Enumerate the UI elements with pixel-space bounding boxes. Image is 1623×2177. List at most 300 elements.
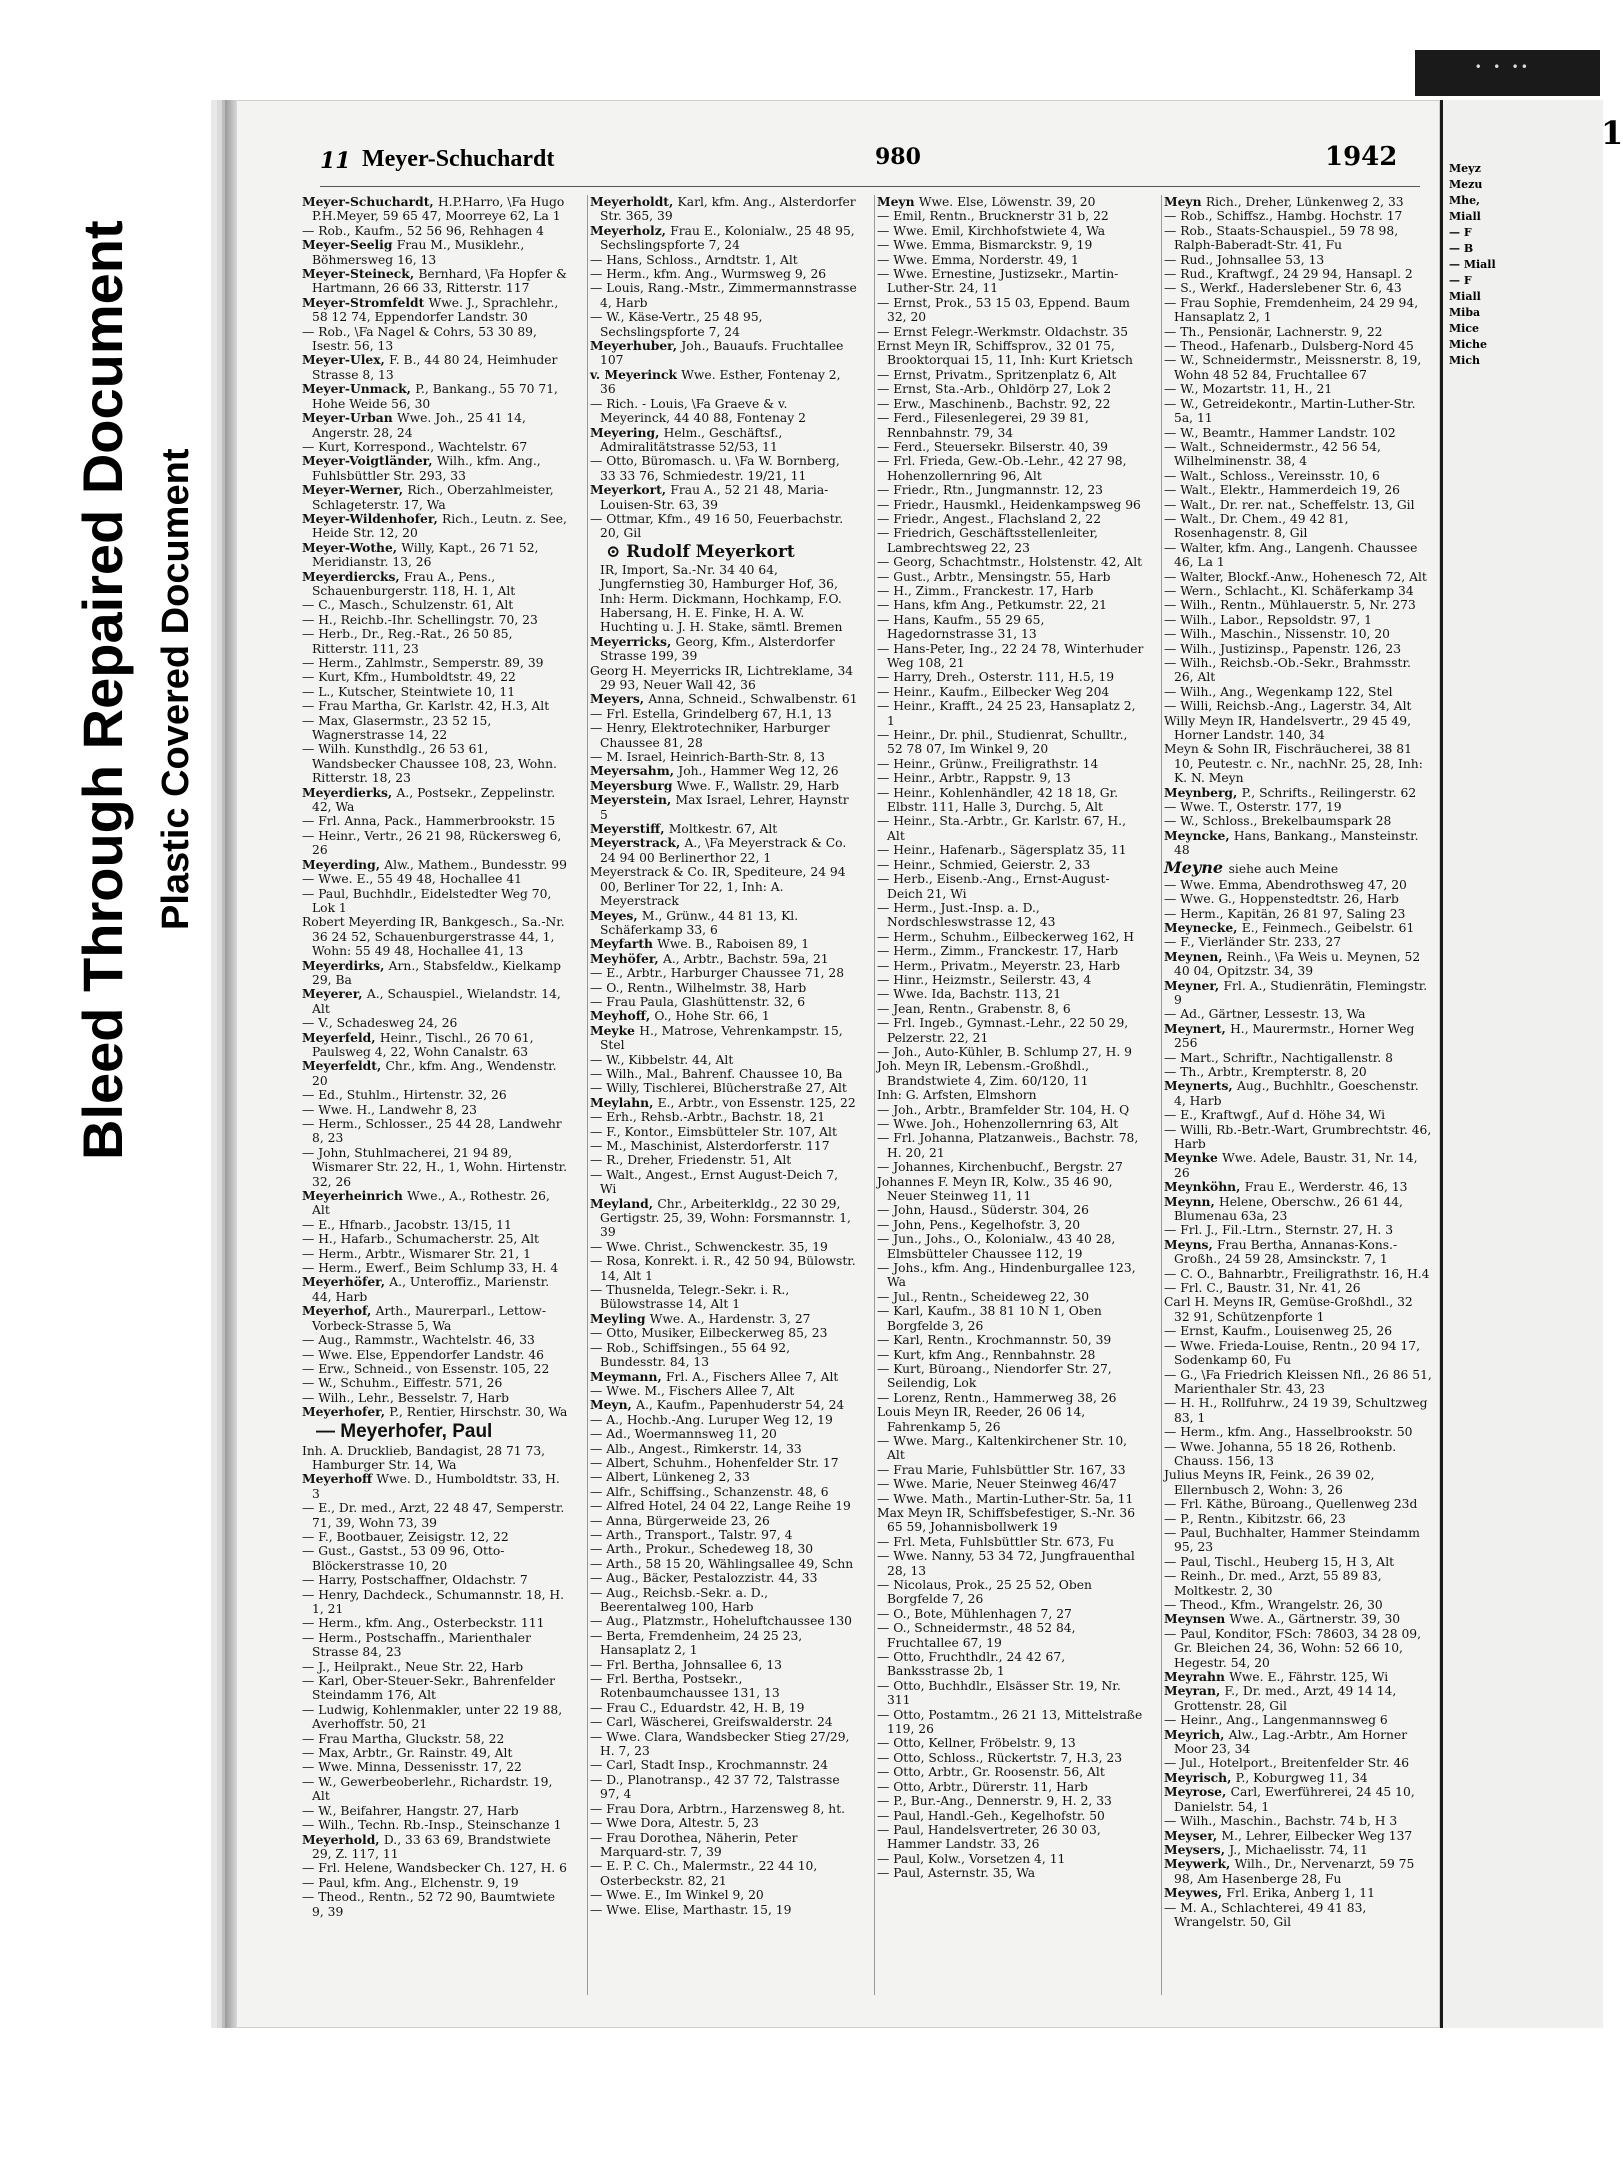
entry-text: — O., Schneidermstr., 48 52 84, Fruchtallee 67, 19 xyxy=(877,1621,1076,1650)
directory-entry xyxy=(300,1146,572,1189)
directory-entry xyxy=(1162,786,1434,800)
directory-entry xyxy=(588,1773,860,1802)
entry-text: Georg, Kfm., Alsterdorfer Strasse 199, 39 xyxy=(600,634,835,664)
entry-text: — E., Kraftwgf., Auf d. Höhe 34, Wi xyxy=(1164,1108,1386,1123)
next-page-line: — F xyxy=(1449,274,1472,287)
directory-entry xyxy=(588,1139,860,1153)
entry-text: — Heinr., Grünw., Freiligrathstr. 14 xyxy=(877,756,1099,771)
entry-text: — Jul., Hotelport., Breitenfelder Str. 46 xyxy=(1164,1756,1410,1771)
entry-text: — Walter, Blockf.-Anw., Hohenesch 72, Alt xyxy=(1164,569,1427,584)
directory-entry xyxy=(1162,1771,1434,1785)
entry-text: Wwe. A., Gärtnerstr. 39, 30 xyxy=(1229,1612,1401,1627)
directory-entry xyxy=(875,613,1147,642)
directory-entry xyxy=(1162,584,1434,598)
entry-text: — John, Stuhlmacherei, 21 94 89, Wismarer Str. 22, H., 1, Wohn. Hirtenstr. 32, 26 xyxy=(302,1145,568,1189)
directory-entry xyxy=(875,728,1147,757)
directory-page xyxy=(225,100,1440,2028)
directory-entry xyxy=(875,1290,1147,1304)
directory-entry xyxy=(875,858,1147,872)
entry-text: J., Michaelisstr. 74, 11 xyxy=(1229,1842,1368,1857)
entry-text: — Wwe. Emma, Bismarckstr. 9, 19 xyxy=(877,238,1093,253)
entry-text: — W., Schloss., Brekelbaumspark 28 xyxy=(1164,814,1392,829)
entry-surname: Meyersahm, xyxy=(590,763,679,779)
entry-text: — W., Getreidekontr., Martin-Luther-Str. 5a, 11 xyxy=(1164,396,1416,426)
entry-text: — Wwe. G., Hoppenstedtstr. 26, Harb xyxy=(1164,892,1399,907)
entry-surname: Meyhoff, xyxy=(590,1008,655,1024)
directory-entry xyxy=(1162,979,1434,1008)
entry-text: — Frau Dorothea, Näherin, Peter Marquard-str. 7, 39 xyxy=(590,1830,798,1859)
entry-text: — Paul, Buchhdlr., Eidelstedter Weg 70, Lok 1 xyxy=(302,886,552,915)
directory-entry xyxy=(875,1607,1147,1621)
entry-text: — Wwe. Christ., Schwenckestr. 35, 19 xyxy=(590,1239,828,1254)
directory-entry xyxy=(1162,426,1434,440)
directory-entry xyxy=(300,598,572,612)
entry-text: Wwe. Joh., 25 41 14, Angerstr. 28, 24 xyxy=(312,411,526,440)
entry-text: Hans, Bankang., Mansteinstr. 48 xyxy=(1174,828,1419,858)
entry-text: — Herm., kfm. Ang., Wurmsweg 9, 26 xyxy=(590,267,827,282)
directory-entry xyxy=(1162,541,1434,570)
entry-text: — Joh., Auto-Kühler, B. Schlump 27, H. 9 xyxy=(877,1044,1133,1059)
entry-text: — Hans, Schloss., Arndtstr. 1, Alt xyxy=(590,252,798,267)
directory-entry xyxy=(300,1631,572,1660)
directory-entry xyxy=(588,1470,860,1484)
header-keyword: Meyer-Schuchardt xyxy=(362,146,555,172)
directory-entry xyxy=(300,1876,572,1890)
directory-entry xyxy=(875,699,1147,728)
directory-entry xyxy=(875,1866,1147,1880)
directory-entry xyxy=(300,814,572,828)
entry-text: — Wwe. Frieda-Louise, Rentn., 20 94 17, Sodenkamp 60, Fu xyxy=(1164,1338,1420,1368)
entry-surname: Meyerdiercks, xyxy=(302,568,404,584)
directory-entry xyxy=(588,1009,860,1023)
directory-entry xyxy=(875,771,1147,785)
directory-entry xyxy=(588,483,860,512)
entry-text: — Heinr., Ang., Langenmannsweg 6 xyxy=(1164,1713,1388,1728)
entry-text: — Willi, Rb.-Betr.-Wart, Grumbrechtstr. 46, Harb xyxy=(1164,1122,1432,1151)
entry-text: — Arth., 58 15 20, Wählingsallee 49, Schn xyxy=(590,1556,854,1571)
entry-text: — M. A., Schlachterei, 49 41 83, Wrangelstr. 50, Gil xyxy=(1164,1900,1367,1929)
entry-surname: Meynköhn, xyxy=(1164,1179,1245,1195)
directory-entry xyxy=(1162,742,1434,785)
directory-entry xyxy=(875,1059,1147,1088)
entry-text: — Herm., Zahlmstr., Semperstr. 89, 39 xyxy=(302,656,544,670)
directory-entry xyxy=(1162,1497,1434,1511)
directory-entry xyxy=(1162,1713,1434,1727)
directory-entry xyxy=(588,966,860,980)
directory-entry xyxy=(875,1679,1147,1708)
directory-entry xyxy=(588,224,860,253)
entry-text: — Rich. - Louis, \Fa Graeve & v. Meyerinck, 44 40 88, Fontenay 2 xyxy=(590,396,806,426)
entry-text: — A., Hochb.-Ang. Luruper Weg 12, 19 xyxy=(590,1412,833,1427)
directory-entry xyxy=(300,829,572,858)
entry-text: — Walt., Dr. Chem., 49 42 81, Rosenhagenstr. 8, Gil xyxy=(1164,511,1349,541)
directory-entry xyxy=(300,195,572,224)
entry-text: — Ernst, Privatm., Spritzenplatz 6, Alt xyxy=(877,367,1117,382)
directory-entry xyxy=(588,1254,860,1283)
entry-text: Frau A., 52 21 48, Maria-Louisen-Str. 63, 39 xyxy=(600,483,829,512)
directory-entry xyxy=(300,382,572,411)
directory-entry xyxy=(300,1275,572,1304)
entry-text: — Wwe. Math., Martin-Luther-Str. 5a, 11 xyxy=(877,1491,1134,1506)
entry-text: O., Hohe Str. 66, 1 xyxy=(654,1009,770,1024)
entry-text: — Gust., Gastst., 53 09 96, Otto-Blöckerstrasse 10, 20 xyxy=(302,1544,505,1573)
entry-text: — Herm., Kapitän, 26 81 97, Saling 23 xyxy=(1164,906,1406,921)
entry-text: Joh., Bauaufs. Fruchtallee 107 xyxy=(600,339,844,368)
entry-text: — R., Dreher, Friedenstr. 51, Alt xyxy=(590,1153,792,1168)
entry-text: siehe auch Meine xyxy=(1228,861,1339,876)
directory-entry xyxy=(1162,1022,1434,1051)
entry-text: E., Arbtr., von Essenstr. 125, 22 xyxy=(657,1095,856,1110)
directory-entry xyxy=(875,296,1147,325)
entry-text: — P., Rentn., Kibitzstr. 66, 23 xyxy=(1164,1511,1346,1526)
entry-text: — Heinr., Krafft., 24 25 23, Hansaplatz 2, 1 xyxy=(877,699,1136,728)
next-page-line: Miall xyxy=(1449,290,1481,303)
entry-text: — Aug., Reichsb.-Sekr. a. D., Beerentalweg 100, Harb xyxy=(590,1585,769,1614)
directory-entry xyxy=(875,1016,1147,1045)
stamp-plastic-covered: Plastic Covered Document xyxy=(155,448,197,930)
entry-text: H.P.Harro, \Fa Hugo P.H.Meyer, 59 65 47, Moorreye 62, La 1 xyxy=(312,195,565,224)
directory-entry xyxy=(300,1232,572,1246)
directory-entry xyxy=(1162,1756,1434,1770)
directory-entry xyxy=(300,454,572,483)
directory-entry xyxy=(875,786,1147,815)
entry-surname: Meyerhoff xyxy=(302,1471,377,1487)
entry-text: — Arth., Transport., Talstr. 97, 4 xyxy=(590,1527,793,1542)
directory-entry xyxy=(300,325,572,354)
entry-surname: Meyerhöfer, xyxy=(302,1274,390,1290)
directory-entry xyxy=(875,454,1147,483)
entry-surname: Meyfarth xyxy=(590,936,658,952)
directory-entry xyxy=(300,959,572,988)
directory-entry xyxy=(1162,1526,1434,1555)
entry-text: — Frau Martha, Gr. Karlstr. 42, H.3, Alt xyxy=(302,699,550,714)
directory-entry xyxy=(300,1103,572,1117)
entry-surname: Meyrahn xyxy=(1164,1669,1230,1685)
next-page-line: Meyz xyxy=(1449,162,1481,175)
entry-text: — Frl. Ingeb., Gymnast.-Lehr., 22 50 29, Pelzerstr. 22, 21 xyxy=(877,1016,1129,1045)
directory-entry xyxy=(300,1031,572,1060)
entry-text: — Aug., Platzmstr., Hoheluftchaussee 130 xyxy=(590,1614,853,1629)
entry-text: Johannes F. Meyn IR, Kolw., 35 46 90, Neuer Steinweg 11, 11 xyxy=(877,1174,1113,1204)
entry-text: — Herm., Schlosser., 25 44 28, Landwehr 8, 23 xyxy=(302,1117,562,1146)
directory-entry xyxy=(588,541,860,635)
entry-text: — Theod., Kfm., Wrangelstr. 26, 30 xyxy=(1164,1598,1383,1612)
directory-entry xyxy=(1162,1886,1434,1900)
entry-text: Wwe. A., Hardenstr. 3, 27 xyxy=(649,1311,811,1326)
entry-text: — Herm., Just.-Insp. a. D., Nordschleswstrasse 12, 43 xyxy=(877,900,1056,930)
entry-text: Heinr., Tischl., 26 70 61, Paulsweg 4, 22, Wohn Canalstr. 63 xyxy=(312,1030,534,1059)
directory-entry xyxy=(588,836,860,865)
directory-entry xyxy=(1162,1901,1434,1930)
entry-text: — Otto, Kellner, Fröbelstr. 9, 13 xyxy=(877,1736,1076,1751)
entry-surname: Meynen, xyxy=(1164,948,1227,964)
next-page-line: Miall xyxy=(1449,210,1481,223)
directory-entry xyxy=(875,1362,1147,1391)
entry-text: — Berta, Fremdenheim, 24 25 23, Hansaplatz 2, 1 xyxy=(590,1628,803,1658)
entry-text: — Erw., Schneid., von Essenstr. 105, 22 xyxy=(302,1361,550,1376)
directory-entry xyxy=(1162,281,1434,295)
directory-entry xyxy=(1162,1555,1434,1569)
directory-entry xyxy=(588,1110,860,1124)
directory-entry xyxy=(875,1535,1147,1549)
directory-entry xyxy=(1162,907,1434,921)
directory-entry xyxy=(875,598,1147,612)
entry-text: — E., Hfnarb., Jacobstr. 13/15, 11 xyxy=(302,1217,512,1232)
entry-text: Chr., Arbeiterkldg., 22 30 29, Gertigstr. 25, 39, Wohn: Forsmannstr. 1, 39 xyxy=(600,1196,851,1240)
directory-entry xyxy=(1162,353,1434,382)
directory-entry xyxy=(1162,950,1434,979)
entry-text: Inh. A. Drucklieb, Bandagist, 28 71 73, Hamburger Str. 14, Wa xyxy=(302,1443,546,1472)
entry-text: Wwe. D., Humboldtstr. 33, H. 3 xyxy=(312,1472,560,1501)
entry-text: — Frl. Käthe, Büroang., Quellenweg 23d xyxy=(1164,1497,1418,1512)
directory-entry xyxy=(300,267,572,296)
entry-text: — Wwe. E., 55 49 48, Hochallee 41 xyxy=(302,872,522,887)
entry-text: Helm., Geschäftsf., Admiralitätstrasse 52/53, 11 xyxy=(600,425,783,454)
directory-entry xyxy=(588,692,860,706)
entry-surname: Meyerdirks, xyxy=(302,957,389,973)
entry-surname: Meyrisch, xyxy=(1164,1769,1236,1785)
entry-surname: Meynn, xyxy=(1164,1193,1220,1209)
entry-text: — Carl, Stadt Insp., Krochmannstr. 24 xyxy=(590,1758,829,1773)
entry-text: — Frl. Meta, Fuhlsbüttler Str. 673, Fu xyxy=(877,1534,1115,1549)
entry-text: — Hans-Peter, Ing., 22 24 78, Winterhuder Weg 108, 21 xyxy=(877,641,1144,670)
entry-text: Wilh., Dr., Nervenarzt, 59 75 98, Am Hasenberge 28, Fu xyxy=(1174,1857,1415,1886)
directory-entry xyxy=(588,1831,860,1860)
entry-text: P., Bankang., 55 70 71, Hohe Weide 56, 30 xyxy=(312,382,558,411)
directory-entry xyxy=(300,1333,572,1347)
directory-entry xyxy=(875,642,1147,671)
entry-text: P., Schrifts., Reilingerstr. 62 xyxy=(1241,785,1417,800)
directory-entry xyxy=(1162,1324,1434,1338)
directory-entry xyxy=(300,1391,572,1405)
directory-entry xyxy=(300,627,572,656)
entry-text: — Friedr., Angest., Flachsland 2, 22 xyxy=(877,511,1102,526)
directory-entry xyxy=(300,411,572,440)
entry-surname: Meyerkort, xyxy=(590,482,671,498)
directory-entry xyxy=(300,1376,572,1390)
entry-text: — Frau C., Eduardstr. 42, H. B, 19 xyxy=(590,1700,805,1715)
entry-text: — Otto, Fruchthdlr., 24 42 67, Banksstrasse 2b, 1 xyxy=(877,1650,1066,1679)
entry-surname: Meynke xyxy=(1164,1150,1223,1166)
entry-text: A., Arbtr., Bachstr. 59a, 21 xyxy=(662,951,829,966)
entry-surname: Meyer-Unmack, xyxy=(302,381,416,397)
directory-entry xyxy=(588,981,860,995)
entry-surname: Meyerhuber, xyxy=(590,338,682,354)
entry-text: Max Meyn IR, Schiffsbefestiger, S.-Nr. 36 65 59, Johannisbollwerk 19 xyxy=(877,1505,1136,1535)
directory-entry xyxy=(300,1088,572,1102)
entry-text: — F., Bootbauer, Zeisigstr. 12, 22 xyxy=(302,1529,509,1544)
directory-entry xyxy=(1162,1829,1434,1843)
entry-text: — F., Kontor., Eimsbütteler Str. 107, Alt xyxy=(590,1124,837,1139)
directory-entry xyxy=(1162,397,1434,426)
directory-entry xyxy=(875,685,1147,699)
entry-text: — Heinr., Kohlenhändler, 42 18 18, Gr. Elbstr. 111, Halle 3, Durchg. 5, Alt xyxy=(877,785,1119,815)
entry-text: — Paul, Kolw., Vorsetzen 4, 11 xyxy=(877,1851,1066,1866)
header-volume: 11 xyxy=(320,148,351,174)
entry-text: Joh. Meyn IR, Lebensm.-Großhdl., Brandstwiete 4, Zim. 60/120, 11 xyxy=(877,1059,1090,1088)
entry-text: — Wwe. Clara, Wandsbecker Stieg 27/29, H. 7, 23 xyxy=(590,1729,850,1759)
entry-text: — Friedr., Hausmkl., Heidenkampsweg 96 xyxy=(877,497,1141,512)
entry-text: F., Dr. med., Arzt, 49 14 14, Grottenstr. 28, Gil xyxy=(1174,1684,1397,1713)
entry-text: — Heinr., Schmied, Geierstr. 2, 33 xyxy=(877,857,1091,872)
entry-surname: Meyerhold, xyxy=(302,1831,384,1847)
directory-entry xyxy=(875,1765,1147,1779)
directory-entry xyxy=(875,195,1147,209)
directory-entry xyxy=(1162,1843,1434,1857)
entry-text: — Ernst, Kaufm., Louisenweg 25, 26 xyxy=(1164,1324,1393,1339)
entry-text: Inh: G. Arfsten, Elmshorn xyxy=(877,1088,1037,1103)
directory-entry xyxy=(1162,642,1434,656)
entry-text: — Wilh., Maschin., Bachstr. 74 b, H 3 xyxy=(1164,1814,1398,1829)
entry-text: Wwe. F., Wallstr. 29, Harb xyxy=(676,778,839,793)
entry-text: — Lorenz, Rentn., Hammerweg 38, 26 xyxy=(877,1390,1117,1405)
directory-entry xyxy=(1162,1339,1434,1368)
directory-entry xyxy=(588,1240,860,1254)
entry-text: Karl, kfm. Ang., Alsterdorfer Str. 365, 39 xyxy=(600,195,856,224)
directory-entry xyxy=(300,1405,572,1419)
directory-entry xyxy=(875,1751,1147,1765)
book-spine xyxy=(225,100,237,2028)
directory-entry xyxy=(300,656,572,670)
entry-text: M., Lehrer, Eilbecker Weg 137 xyxy=(1221,1828,1413,1843)
entry-text: — Ernst, Prok., 53 15 03, Eppend. Baum 32, 20 xyxy=(877,295,1130,325)
directory-entry xyxy=(300,1304,572,1333)
directory-entry xyxy=(875,1823,1147,1852)
directory-entry xyxy=(300,1501,572,1530)
directory-entry xyxy=(1162,1468,1434,1497)
entry-text: — Frau Dora, Arbtrn., Harzensweg 8, ht. xyxy=(590,1801,846,1816)
listing-columns xyxy=(300,194,1432,2005)
entry-text: — Wwe. Else, Eppendorfer Landstr. 46 xyxy=(302,1347,544,1362)
entry-text: — Wilh., Labor., Repsoldstr. 97, 1 xyxy=(1164,612,1372,627)
entry-text: — V., Schadesweg 24, 26 xyxy=(302,1016,458,1031)
next-page-line: Mice xyxy=(1449,322,1480,335)
directory-entry xyxy=(875,1549,1147,1578)
directory-entry xyxy=(875,1103,1147,1117)
directory-entry xyxy=(875,1434,1147,1463)
entry-text: — Wilh., Maschin., Nissenstr. 10, 20 xyxy=(1164,627,1390,642)
entry-text: — Paul, Tischl., Heuberg 15, H 3, Alt xyxy=(1164,1554,1395,1569)
directory-entry xyxy=(1162,382,1434,396)
entry-text: — Georg, Schachtmstr., Holstenstr. 42, Alt xyxy=(877,555,1143,570)
entry-text: — Wwe. Johanna, 55 18 26, Rothenb. Chauss. 156, 13 xyxy=(1164,1439,1397,1468)
entry-text: Rich., Dreher, Lünkenweg 2, 33 xyxy=(1205,195,1404,209)
entry-text: — C., Masch., Schulzenstr. 61, Alt xyxy=(302,598,514,613)
entry-text: — Emil, Rentn., Brucknerstr 31 b, 22 xyxy=(877,209,1109,224)
entry-text: — Willy, Tischlerei, Blücherstraße 27, Alt xyxy=(590,1081,847,1096)
entry-surname: Meyerfeldt, xyxy=(302,1058,386,1074)
directory-entry xyxy=(300,1348,572,1362)
entry-advert-name: — Meyerhofer, Paul xyxy=(316,1420,493,1442)
entry-text: — Karl, Ober-Steuer-Sekr., Bahrenfelder Steindamm 176, Alt xyxy=(302,1674,556,1703)
entry-text: — E., Dr. med., Arzt, 22 48 47, Semperstr. 71, 39, Wohn 73, 39 xyxy=(302,1501,565,1530)
entry-text: A., \Fa Meyerstrack & Co. 24 94 00 Berlinerthor 22, 1 xyxy=(600,836,847,865)
entry-text: Frau E., Werderstr. 46, 13 xyxy=(1244,1180,1408,1195)
entry-text: — W., Beamtr., Hammer Landstr. 102 xyxy=(1164,425,1396,440)
entry-surname: Meyerholdt, xyxy=(590,194,678,209)
entry-surname: Meyser, xyxy=(1164,1827,1222,1843)
entry-text: — Frl. Johanna, Platzanweis., Bachstr. 78, H. 20, 21 xyxy=(877,1131,1139,1160)
entry-text: — Paul, Buchhalter, Hammer Steindamm 95, 23 xyxy=(1164,1525,1420,1555)
directory-entry xyxy=(300,887,572,916)
directory-entry xyxy=(875,1809,1147,1823)
directory-entry xyxy=(300,1818,572,1832)
directory-entry xyxy=(300,1189,572,1218)
entry-text: — Th., Pensionär, Lachnerstr. 9, 22 xyxy=(1164,324,1383,339)
entry-surname: Meyerdierks, xyxy=(302,784,397,800)
directory-entry xyxy=(588,368,860,397)
entry-surname: Meylahn, xyxy=(590,1094,658,1110)
directory-entry xyxy=(1162,878,1434,892)
entry-text: — Thusnelda, Telegr.-Sekr. i. R., Bülowstrasse 14, Alt 1 xyxy=(590,1283,790,1312)
directory-entry xyxy=(1162,440,1434,469)
entry-text: — John, Pens., Kegelhofstr. 3, 20 xyxy=(877,1217,1081,1232)
entry-text: Wilh., kfm. Ang., Fuhlsbüttler Str. 293, 33 xyxy=(312,454,541,483)
directory-entry xyxy=(1162,1007,1434,1021)
directory-entry xyxy=(300,238,572,267)
directory-entry xyxy=(588,664,860,693)
directory-entry xyxy=(1162,714,1434,743)
entry-text: Wwe. Else, Löwenstr. 39, 20 xyxy=(918,195,1096,209)
directory-entry xyxy=(588,512,860,541)
entry-text: — Harry, Dreh., Osterstr. 111, H.5, 19 xyxy=(877,670,1115,685)
directory-entry xyxy=(1162,325,1434,339)
entry-text: — Anna, Bürgerweide 23, 26 xyxy=(590,1513,770,1528)
entry-text: Willy Meyn IR, Handelsvertr., 29 45 49, Horner Landstr. 140, 34 xyxy=(1164,713,1411,743)
directory-entry xyxy=(588,281,860,310)
entry-text: — Kurt, Büroang., Niendorfer Str. 27, Seilendig, Lok xyxy=(877,1361,1112,1391)
directory-entry xyxy=(875,1261,1147,1290)
entry-text: — Ernst, Sta.-Arb., Ohldörp 27, Lok 2 xyxy=(877,382,1112,397)
entry-surname: Meynecke, xyxy=(1164,919,1242,935)
entry-text: — Wwe. Joh., Hohenzollernring 63, Alt xyxy=(877,1117,1119,1131)
directory-entry xyxy=(875,1131,1147,1160)
entry-text: — Heinr., Kaufm., Eilbecker Weg 204 xyxy=(877,684,1110,699)
entry-text: — Wern., Schlacht., Kl. Schäferkamp 34 xyxy=(1164,583,1414,598)
entry-text: — Alfr., Schiffsing., Schanzenstr. 48, 6 xyxy=(590,1484,829,1499)
entry-text: — Otto, Musiker, Eilbeckerweg 85, 23 xyxy=(590,1326,828,1341)
entry-text: — E. P. C. Ch., Malermstr., 22 44 10, Osterbeckstr. 82, 21 xyxy=(590,1859,818,1888)
entry-text: — Wwe. Marg., Kaltenkirchener Str. 10, Alt xyxy=(877,1433,1128,1463)
entry-text: — Hans, Kaufm., 55 29 65, Hagedornstrasse 31, 13 xyxy=(877,612,1045,642)
entry-text: Rich., Leutn. z. See, Heide Str. 12, 20 xyxy=(312,511,567,541)
entry-text: Frau M., Musiklehr., Böhmersweg 16, 13 xyxy=(312,238,525,267)
directory-entry xyxy=(300,1861,572,1875)
directory-entry xyxy=(875,512,1147,526)
directory-entry xyxy=(588,1672,860,1701)
directory-entry xyxy=(875,397,1147,411)
directory-entry xyxy=(588,1701,860,1715)
directory-entry xyxy=(1162,627,1434,641)
directory-entry xyxy=(1162,1123,1434,1152)
directory-entry xyxy=(875,382,1147,396)
entry-text: Wwe. B., Raboisen 89, 1 xyxy=(657,937,810,952)
directory-entry xyxy=(1162,1627,1434,1670)
directory-entry xyxy=(588,1629,860,1658)
directory-entry xyxy=(875,1852,1147,1866)
entry-surname: Meyerstiff, xyxy=(590,821,669,837)
entry-surname: Meyncke, xyxy=(1164,827,1234,843)
directory-entry xyxy=(1162,1079,1434,1108)
directory-entry xyxy=(300,685,572,699)
directory-entry xyxy=(588,1514,860,1528)
entry-text: — Ludwig, Kohlenmakler, unter 22 19 88, Averhoffstr. 50, 21 xyxy=(302,1702,563,1732)
entry-text: Arn., Stabsfeldw., Kielkamp 29, Ba xyxy=(312,958,561,987)
entry-text: — E., Arbtr., Harburger Chaussee 71, 28 xyxy=(590,966,845,981)
directory-entry xyxy=(588,1081,860,1095)
next-page-line: Mhe, xyxy=(1449,194,1481,207)
directory-entry xyxy=(588,937,860,951)
